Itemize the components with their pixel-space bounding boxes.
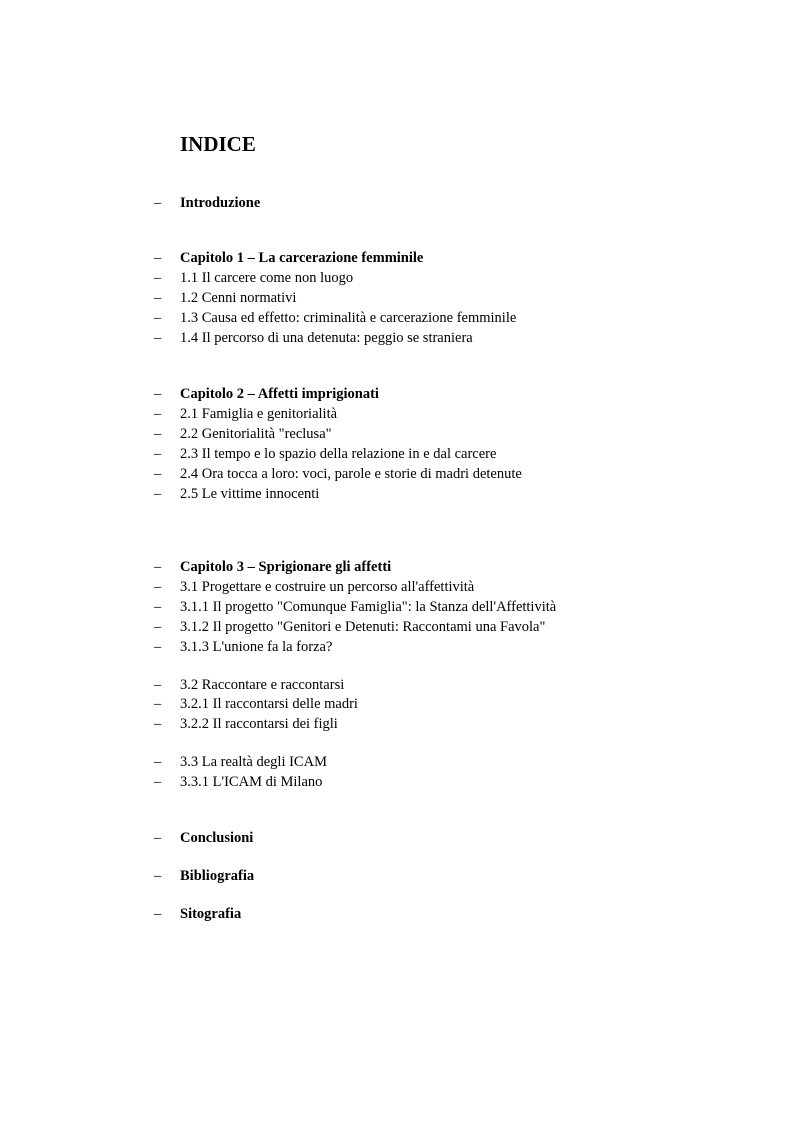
toc-item-text: 1.4 Il percorso di una detenuta: peggio se straniera: [180, 330, 473, 346]
toc-item-text: Bibliografia: [180, 868, 255, 884]
toc-item-text: 2.4 Ora tocca a loro: voci, parole e storie di madri detenute: [180, 466, 522, 482]
toc-item-text: Sitografia: [180, 906, 242, 922]
list-dash: –: [154, 774, 162, 790]
toc-item-text: 3.1.3 L'unione fa la forza?: [180, 639, 333, 655]
list-dash: –: [154, 406, 162, 422]
toc-item-text: 2.3 Il tempo e lo spazio della relazione in e dal carcere: [180, 446, 497, 462]
toc-item-text: Capitolo 3 – Sprigionare gli affetti: [180, 559, 392, 575]
toc-item-text: 2.2 Genitorialità "reclusa": [180, 426, 332, 442]
list-dash: –: [154, 579, 162, 595]
toc-item-text: Introduzione: [180, 195, 261, 211]
list-dash: –: [154, 559, 162, 575]
toc-item-text: 2.5 Le vittime innocenti: [180, 486, 320, 502]
list-dash: –: [154, 466, 162, 482]
toc-item-text: 1.1 Il carcere come non luogo: [180, 270, 354, 286]
list-dash: –: [154, 830, 162, 846]
list-dash: –: [154, 386, 162, 402]
toc-item-text: Capitolo 2 – Affetti imprigionati: [180, 386, 379, 402]
toc-item-text: 1.3 Causa ed effetto: criminalità e carcerazione femminile: [180, 310, 517, 326]
list-dash: –: [154, 330, 162, 346]
toc-item-text: 1.2 Cenni normativi: [180, 290, 297, 306]
list-dash: –: [154, 619, 162, 635]
list-dash: –: [154, 599, 162, 615]
toc-item-text: 3.2.1 Il raccontarsi delle madri: [180, 696, 358, 712]
list-dash: –: [154, 250, 162, 266]
toc-item-text: 3.3 La realtà degli ICAM: [180, 754, 327, 770]
list-dash: –: [154, 486, 162, 502]
list-dash: –: [154, 310, 162, 326]
list-dash: –: [154, 754, 162, 770]
list-dash: –: [154, 696, 162, 712]
toc-item-text: Capitolo 1 – La carcerazione femminile: [180, 250, 424, 266]
list-dash: –: [154, 906, 162, 922]
list-dash: –: [154, 677, 162, 693]
toc-item-text: 3.1.1 Il progetto "Comunque Famiglia": la Stanza dell'Affettività: [180, 599, 557, 615]
list-dash: –: [154, 270, 162, 286]
list-dash: –: [154, 446, 162, 462]
toc-item-text: 3.1.2 Il progetto "Genitori e Detenuti: Raccontami una Favola": [180, 619, 546, 635]
toc-item-text: 2.1 Famiglia e genitorialità: [180, 406, 338, 422]
toc-item-text: 3.1 Progettare e costruire un percorso all'affettività: [180, 579, 475, 595]
list-dash: –: [154, 716, 162, 732]
list-dash: –: [154, 290, 162, 306]
list-dash: –: [154, 195, 162, 211]
page-title: INDICE: [180, 132, 256, 156]
toc-item-text: 3.2.2 Il raccontarsi dei figli: [180, 716, 338, 732]
toc-item-text: 3.2 Raccontare e raccontarsi: [180, 677, 345, 693]
list-dash: –: [154, 868, 162, 884]
list-dash: –: [154, 639, 162, 655]
toc-item-text: 3.3.1 L'ICAM di Milano: [180, 774, 323, 790]
list-dash: –: [154, 426, 162, 442]
toc-item-text: Conclusioni: [180, 830, 254, 846]
